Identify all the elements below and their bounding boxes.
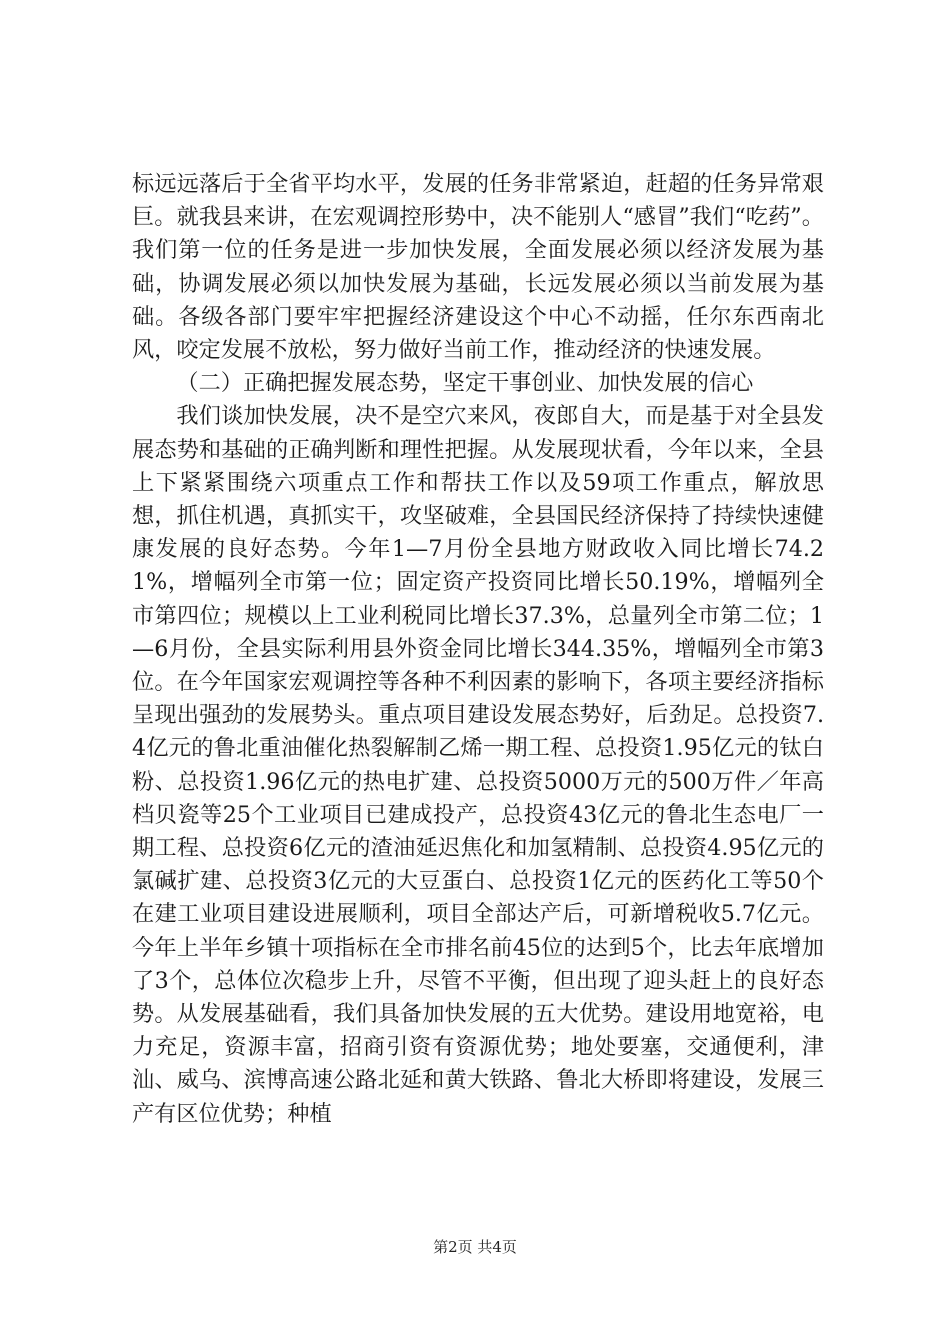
paragraph-continuation: 标远远落后于全省平均水平，发展的任务非常紧迫，赶超的任务异常艰巨。就我县来讲，在宏观调控形势中，决不能别人“感冒”我们“吃药”。我们第一位的任务是进一步加快发展，全面发展必须以经济发展为基础，协调发展必须以加快发展为基础，长远发展必须以当前发展为基础。各级各部门要牢牢把握经济建设这个中心不动摇，任尔东西南北风，咬定发展不放松，努力做好当前工作，推动经济的快速发展。 [132,171,824,364]
document-body [132,168,824,1131]
page-footer: 第2页 共4页 [433,1238,517,1256]
paragraph-body: 我们谈加快发展，决不是空穴来风，夜郎自大，而是基于对全县发展态势和基础的正确判断和理性把握。从发展现状看，今年以来，全县上下紧紧围绕六项重点工作和帮扶工作以及59项工作重点，解放思想，抓住机遇，真抓实干，攻坚破难，全县国民经济保持了持续快速健康发展的良好态势。今年1—7月份全县地方财政收入同比增长74.21%，增幅列全市第一位；固定资产投资同比增长50.19%，增幅列全市第四位；规模以上工业利税同比增长37.3%，总量列全市第二位；1—6月份，全县实际利用县外资金同比增长344.35%，增幅列全市第3位。在今年国家宏观调控等各种不利因素的影响下，各项主要经济指标呈现出强劲的发展势头。重点项目建设发展态势好，后劲足。总投资7.4亿元的鲁北重油催化热裂解制乙烯一期工程、总投资1.95亿元的钛白粉、总投资1.96亿元的热电扩建、总投资5000万元的500万件／年高档贝瓷等25个工业项目已建成投产，总投资43亿元的鲁北生态电厂一期工程、总投资6亿元的渣油延迟焦化和加氢精制、总投资4.95亿元的氯碱扩建、总投资3亿元的大豆蛋白、总投资1亿元的医药化工等50个在建工业项目建设进展顺利，项目全部达产后，可新增税收5.7亿元。今年上半年乡镇十项指标在全市排名前45位的达到5个，比去年底增加了3个，总体位次稳步上升，尽管不平衡，但出现了迎头赶上的良好态势。从发展基础看，我们具备加快发展的五大优势。建设用地宽裕，电力充足，资源丰富，招商引资有资源优势；地处要塞，交通便利，津汕、威乌、滨博高速公路北延和黄大铁路、鲁北大桥即将建设，发展三产有区位优势；种植 [132,403,824,1127]
section-heading: （二）正确把握发展态势，坚定干事创业、加快发展的信心 [176,370,754,397]
